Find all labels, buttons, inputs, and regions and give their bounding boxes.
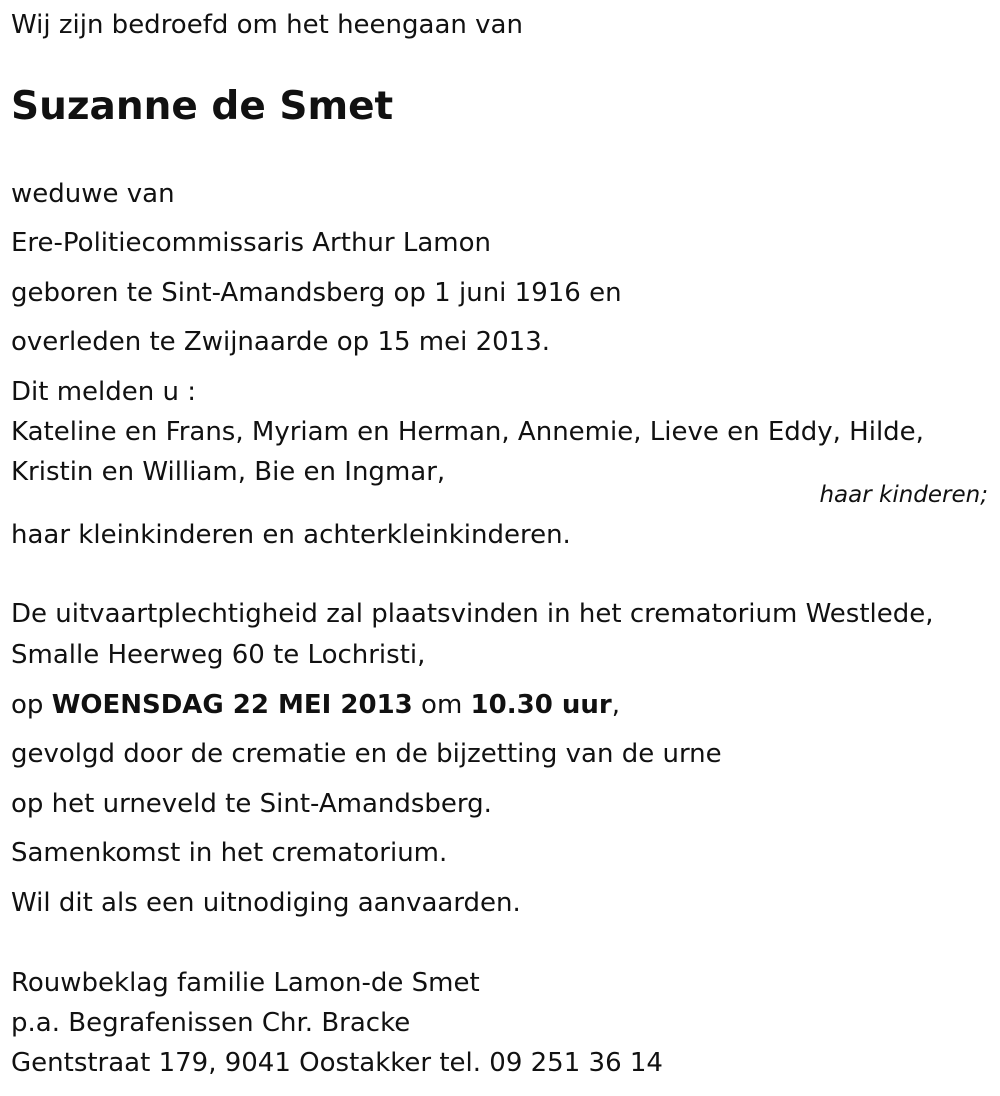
ceremony-time: 10.30 uur — [470, 690, 612, 720]
widow-of-label: weduwe van — [11, 179, 175, 209]
children-role: haar kinderen; — [819, 482, 988, 508]
ceremony-prefix: op — [11, 690, 52, 720]
children-line-2: Kristin en William, Bie en Ingmar, — [11, 457, 446, 487]
spouse-name: Ere-Politiecommissaris Arthur Lamon — [11, 228, 491, 258]
death-text: overleden te Zwijnaarde op 15 mei 2013. — [11, 327, 551, 357]
ceremony-line-2: Smalle Heerweg 60 te Lochristi, — [11, 640, 426, 670]
deceased-name: Suzanne de Smet — [11, 84, 394, 129]
ceremony-suffix: , — [611, 690, 620, 720]
followed-by-text: gevolgd door de crematie en de bijzetting van de urne — [11, 739, 722, 769]
contact-line-3: Gentstraat 179, 9041 Oostakker tel. 09 251 36 14 — [11, 1048, 663, 1078]
intro-text: Wij zijn bedroefd om het heengaan van — [11, 10, 523, 40]
urn-field-text: op het urneveld te Sint-Amandsberg. — [11, 789, 492, 819]
announced-by-label: Dit melden u : — [11, 377, 196, 407]
gathering-text: Samenkomst in het crematorium. — [11, 838, 448, 868]
contact-line-2: p.a. Begrafenissen Chr. Bracke — [11, 1008, 411, 1038]
ceremony-datetime — [11, 689, 620, 721]
ceremony-date: WOENSDAG 22 MEI 2013 — [51, 690, 413, 720]
ceremony-middle: om — [412, 690, 471, 720]
children-line-1: Kateline en Frans, Myriam en Herman, Annemie, Lieve en Eddy, Hilde, — [11, 417, 924, 447]
grandchildren-text: haar kleinkinderen en achterkleinkinderen. — [11, 520, 571, 550]
ceremony-line-1: De uitvaartplechtigheid zal plaatsvinden in het crematorium Westlede, — [11, 599, 934, 629]
contact-line-1: Rouwbeklag familie Lamon-de Smet — [11, 968, 480, 998]
birth-text: geboren te Sint-Amandsberg op 1 juni 1916 en — [11, 278, 622, 308]
invitation-text: Wil dit als een uitnodiging aanvaarden. — [11, 888, 521, 918]
